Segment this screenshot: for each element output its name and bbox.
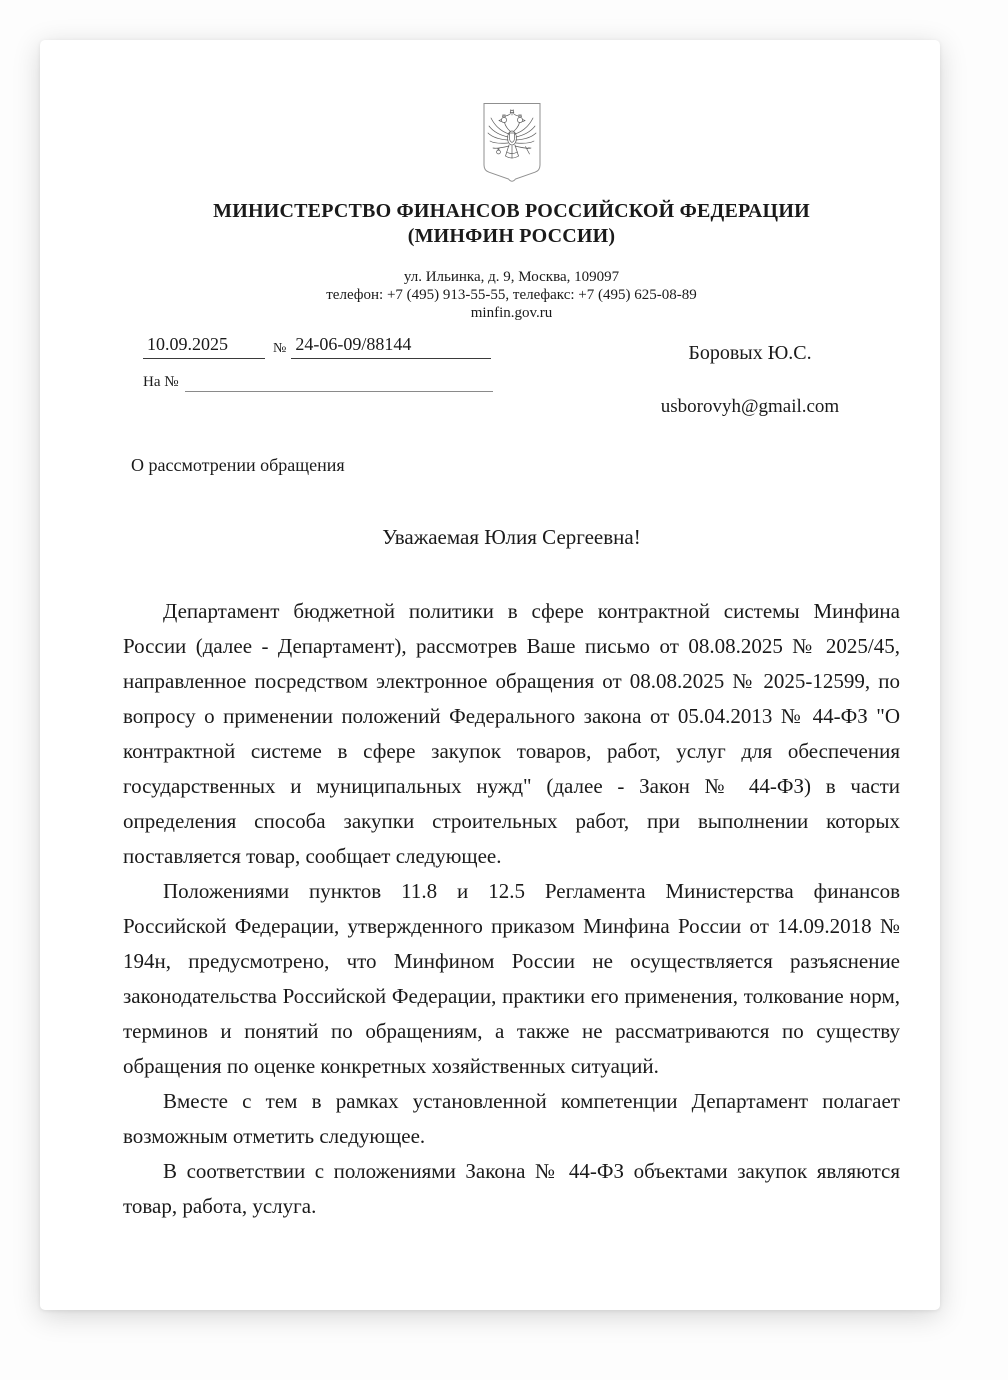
body-paragraph: Департамент бюджетной политики в сфере контрактной системы Минфина России (далее - Департамент), рассмотрев Ваше письмо от 08.08.2025 № 2025/45, направленное посредством электронное обращения от 08.08.2025 № 2025-12599, по вопросу о применении положений Федерального закона от 05.04.2013 № 44-ФЗ "О контрактной системе в сфере закупок товаров, работ, услуг для обеспечения государственных и муниципальных нужд" (далее - Закон № 44-ФЗ) в части определения способа закупки строительных работ, при выполнении которых поставляется товар, сообщает следующее. [123,599,900,868]
subject-line: О рассмотрении обращения [131,455,345,475]
body-paragraph: Вместе с тем в рамках установленной компетенции Департамент полагает возможным отметить следующее. [123,1089,900,1148]
number-sign: № [273,341,287,356]
address-phone: телефон: +7 (495) 913-55-55, телефакс: +7 (495) 625-08-89 [326,287,697,303]
body-paragraph: Положениями пунктов 11.8 и 12.5 Регламента Министерства финансов Российской Федерации, утвержденного приказом Минфина России от 14.09.2018 № 194н, предусмотрено, что Минфином России не осуществляется разъяснение законодательства Российской Федерации, практики его применения, толкование норм, терминов и понятий по обращениям, а также не рассматриваются по существу обращения по оценке конкретных хозяйственных ситуаций. [123,879,900,1078]
letter-number: 24-06-09/88144 [291,334,491,359]
reply-to-label: На № [143,374,179,390]
letter-date: 10.09.2025 [143,334,265,359]
letterhead [123,102,900,322]
ministry-name-line1: МИНИСТЕРСТВО ФИНАНСОВ РОССИЙСКОЙ ФЕДЕРАЦИИ [213,200,810,222]
reference-row [123,334,900,418]
letter-body [123,594,900,1224]
body-paragraph: В соответствии с положениями Закона № 44-ФЗ объектами закупок являются товар, работа, услуга. [123,1159,900,1218]
addressee-block [600,342,900,418]
letter-page [40,40,940,1310]
russian-coat-of-arms-icon [481,102,543,193]
addressee-name: Боровых Ю.С. [688,342,812,364]
address-website: minfin.gov.ru [470,305,553,321]
address-street: ул. Ильинка, д. 9, Москва, 109097 [403,269,620,285]
addressee-email: usborovyh@gmail.com [660,396,840,417]
ministry-name-line2: (МИНФИН РОССИИ) [407,225,616,247]
reference-block [143,334,515,418]
salutation: Уважаемая Юлия Сергеевна! [382,525,641,549]
reply-to-blank-line [185,376,493,392]
letterhead-address [123,268,900,322]
